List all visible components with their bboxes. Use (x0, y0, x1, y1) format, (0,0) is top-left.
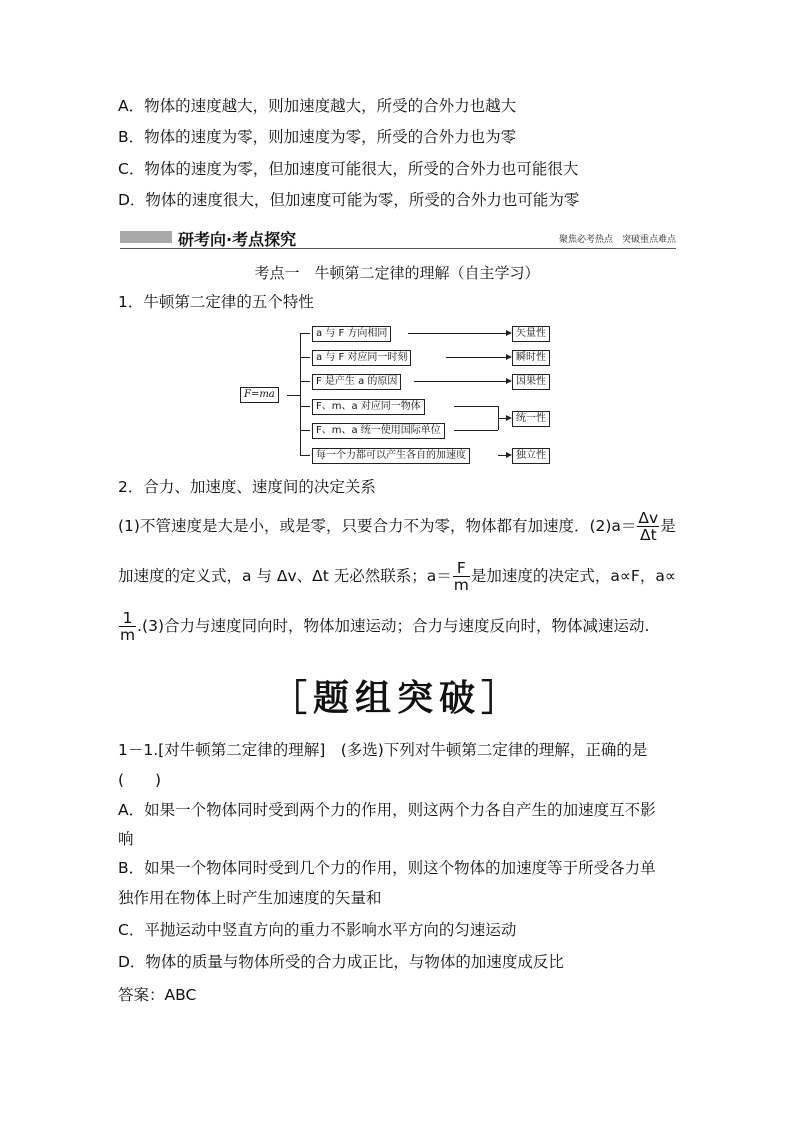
option-b: B．物体的速度为零，则加速度为零，所受的合外力也为零 (118, 128, 517, 146)
diagram-item-5: F、m、a 统一使用国际单位 (312, 423, 445, 439)
choice-b-line2: 独作用在物体上时产生加速度的矢量和 (118, 889, 382, 907)
answer: 答案：ABC (118, 986, 197, 1004)
banner-bar (120, 231, 172, 243)
diagram-result-1: 矢量性 (512, 326, 550, 342)
heading-1: 1．牛顿第二定律的五个特性 (118, 293, 314, 311)
diagram-item-4: F、m、a 对应同一物体 (312, 399, 425, 415)
diagram-item-3: F 是产生 a 的原因 (312, 374, 401, 390)
option-c: C．物体的速度为零，但加速度可能很大，所受的合外力也可能很大 (118, 160, 579, 178)
fraction-dv-dt: $\frac{\Delta v}{\Delta t}$ (638, 509, 659, 544)
banner-title: 研考向·考点探究 (178, 230, 297, 249)
para-line-3: $\frac{1}{m}$ .(3)合力与速度同向时，物体加速运动；合力与速度反向时，物体减速运动. (120, 609, 650, 644)
question-blank: ( ) (118, 771, 162, 789)
heading-2: 2．合力、加速度、速度间的决定关系 (118, 478, 376, 496)
section-big-title: ［题组突破］ (270, 678, 523, 719)
choice-a-line1: A．如果一个物体同时受到两个力的作用，则这两个力各自产生的加速度互不影 (118, 801, 656, 819)
section-banner (120, 227, 676, 249)
banner-subtitle: 聚焦必考热点 突破重点难点 (558, 235, 676, 245)
fraction-f-m: $\frac{F}{m}$ (453, 559, 469, 594)
choice-a-line2: 响 (118, 830, 134, 848)
question-stem: 1－1.[对牛顿第二定律的理解] (多选)下列对牛顿第二定律的理解，正确的是 (118, 741, 648, 759)
diagram-item-6: 每一个力都可以产生各自的加速度 (312, 448, 470, 464)
para-line-1: (1)不管速度是大是小，或是零，只要合力不为零，物体都有加速度．(2)a＝ $\frac{\Delta v}{\Delta t}$ 是 (118, 509, 676, 544)
choice-c: C．平抛运动中竖直方向的重力不影响水平方向的匀速运动 (118, 921, 517, 939)
banner-rule (120, 248, 676, 249)
diagram-result-5: 独立性 (512, 448, 550, 464)
option-d: D．物体的速度很大，但加速度可能为零，所受的合外力也可能为零 (118, 191, 580, 209)
fraction-1-m: $\frac{1}{m}$ (120, 609, 136, 644)
diagram-item-1: a 与 F 方向相同 (312, 326, 391, 342)
kaodian-title: 考点一 牛顿第二定律的理解（自主学习） (254, 264, 540, 282)
option-a: A．物体的速度越大，则加速度越大，所受的合外力也越大 (118, 97, 517, 115)
diagram-result-4: 统一性 (512, 411, 550, 427)
concept-diagram (238, 318, 562, 468)
choice-d: D．物体的质量与物体所受的合力成正比，与物体的加速度成反比 (118, 953, 564, 971)
para-line-2: 加速度的定义式，a 与 Δv、Δt 无必然联系；a＝ $\frac{F}{m}$ 是加速度的决定式，a∝F，a∝ (118, 559, 676, 594)
diagram-root: F=ma (240, 387, 279, 403)
diagram-result-2: 瞬时性 (512, 350, 550, 366)
diagram-result-3: 因果性 (512, 374, 550, 390)
diagram-item-2: a 与 F 对应同一时刻 (312, 350, 411, 366)
choice-b-line1: B．如果一个物体同时受到几个力的作用，则这个物体的加速度等于所受各力单 (118, 859, 656, 877)
